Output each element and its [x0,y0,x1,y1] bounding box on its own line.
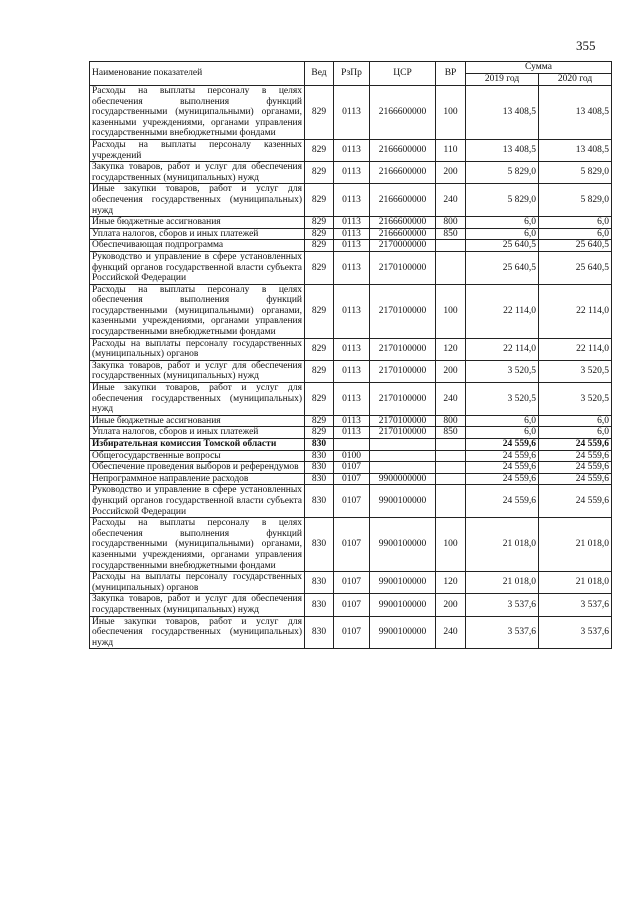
header-vr: ВР [436,62,466,86]
cell-ved: 829 [305,427,334,439]
cell-rzpr: 0113 [334,184,370,217]
cell-y2020: 21 018,0 [539,518,612,572]
cell-rzpr: 0107 [334,473,370,485]
cell-vr: 240 [436,383,466,416]
cell-ved: 829 [305,360,334,382]
cell-name: Непрограммное направление расходов [90,473,305,485]
table-row [90,462,612,474]
cell-ved: 830 [305,439,334,451]
cell-y2020: 5 829,0 [539,184,612,217]
cell-y2019: 25 640,5 [466,251,539,284]
table-row [90,439,612,451]
cell-y2019: 6,0 [466,228,539,240]
header-csr: ЦСР [370,62,436,86]
cell-rzpr: 0113 [334,228,370,240]
cell-name: Закупка товаров, работ и услуг для обеспечения государственных (муниципальных) нужд [90,594,305,616]
cell-y2019: 24 559,6 [466,439,539,451]
cell-rzpr: 0113 [334,427,370,439]
cell-y2020: 24 559,6 [539,450,612,462]
cell-y2020: 3 520,5 [539,360,612,382]
cell-rzpr: 0107 [334,518,370,572]
cell-rzpr: 0113 [334,383,370,416]
cell-vr: 110 [436,139,466,161]
cell-y2020: 6,0 [539,427,612,439]
cell-csr: 9900100000 [370,572,436,594]
cell-name: Обеспечивающая подпрограмма [90,240,305,252]
table-row [90,450,612,462]
cell-ved: 830 [305,594,334,616]
cell-vr: 200 [436,360,466,382]
cell-ved: 829 [305,415,334,427]
cell-name: Иные закупки товаров, работ и услуг для обеспечения государственных (муниципальных) нужд [90,184,305,217]
cell-csr: 2170100000 [370,427,436,439]
cell-csr: 2170100000 [370,415,436,427]
cell-name: Расходы на выплаты персоналу в целях обеспечения выполнения функций государственными (муниципальными) органами, казенными учреждениями, органами управления государственными внебюджетными фондами [90,284,305,338]
cell-name: Избирательная комиссия Томской области [90,439,305,451]
cell-csr: 2166600000 [370,139,436,161]
cell-rzpr: 0113 [334,415,370,427]
cell-ved: 829 [305,86,334,140]
cell-y2020: 5 829,0 [539,162,612,184]
cell-y2019: 6,0 [466,217,539,229]
table-row [90,139,612,161]
cell-csr: 2170100000 [370,251,436,284]
cell-name: Иные закупки товаров, работ и услуг для обеспечения государственных (муниципальных) нужд [90,616,305,649]
cell-y2019: 5 829,0 [466,184,539,217]
cell-ved: 830 [305,572,334,594]
cell-vr: 120 [436,338,466,360]
cell-y2020: 3 537,6 [539,594,612,616]
cell-rzpr: 0113 [334,139,370,161]
table-row [90,518,612,572]
table-row [90,427,612,439]
page-number: 355 [576,38,596,53]
cell-csr: 9900100000 [370,518,436,572]
cell-y2019: 21 018,0 [466,572,539,594]
cell-rzpr: 0100 [334,450,370,462]
header-sum: Сумма [466,62,612,74]
table-body [90,86,612,649]
cell-name: Иные закупки товаров, работ и услуг для обеспечения государственных (муниципальных) нужд [90,383,305,416]
cell-rzpr: 0107 [334,616,370,649]
cell-vr: 100 [436,284,466,338]
cell-name: Руководство и управление в сфере установленных функций органов государственной власти субъекта Российской Федерации [90,251,305,284]
cell-ved: 830 [305,616,334,649]
header-ved: Вед [305,62,334,86]
cell-ved: 829 [305,184,334,217]
table-row [90,86,612,140]
cell-vr [436,485,466,518]
cell-vr: 800 [436,415,466,427]
cell-y2019: 3 537,6 [466,594,539,616]
cell-vr: 120 [436,572,466,594]
cell-name: Расходы на выплаты персоналу казенных учреждений [90,139,305,161]
cell-vr [436,450,466,462]
cell-y2020: 6,0 [539,228,612,240]
cell-y2019: 24 559,6 [466,473,539,485]
cell-name: Иные бюджетные ассигнования [90,217,305,229]
cell-name: Уплата налогов, сборов и иных платежей [90,228,305,240]
cell-y2019: 24 559,6 [466,462,539,474]
cell-y2019: 25 640,5 [466,240,539,252]
cell-rzpr [334,439,370,451]
cell-ved: 829 [305,162,334,184]
cell-vr: 100 [436,518,466,572]
cell-name: Закупка товаров, работ и услуг для обеспечения государственных (муниципальных) нужд [90,162,305,184]
cell-ved: 829 [305,240,334,252]
cell-name: Расходы на выплаты персоналу в целях обеспечения выполнения функций государственными (муниципальными) органами, казенными учреждениями, органами управления государственными внебюджетными фондами [90,518,305,572]
table-row [90,473,612,485]
cell-vr: 850 [436,228,466,240]
cell-vr [436,462,466,474]
cell-vr: 200 [436,594,466,616]
cell-rzpr: 0113 [334,251,370,284]
cell-y2019: 6,0 [466,415,539,427]
cell-y2020: 24 559,6 [539,485,612,518]
cell-rzpr: 0113 [334,360,370,382]
cell-y2020: 25 640,5 [539,251,612,284]
cell-y2020: 6,0 [539,415,612,427]
cell-rzpr: 0113 [334,284,370,338]
cell-vr [436,473,466,485]
table-row [90,594,612,616]
cell-csr: 2170100000 [370,338,436,360]
cell-y2020: 25 640,5 [539,240,612,252]
cell-rzpr: 0113 [334,338,370,360]
cell-name: Закупка товаров, работ и услуг для обеспечения государственных (муниципальных) нужд [90,360,305,382]
cell-name: Общегосударственные вопросы [90,450,305,462]
cell-name: Расходы на выплаты персоналу в целях обеспечения выполнения функций государственными (муниципальными) органами, казенными учреждениями, органами управления государственными внебюджетными фондами [90,86,305,140]
cell-name: Обеспечение проведения выборов и референдумов [90,462,305,474]
cell-y2020: 22 114,0 [539,284,612,338]
cell-y2019: 3 520,5 [466,383,539,416]
cell-csr [370,462,436,474]
cell-csr [370,450,436,462]
cell-ved: 830 [305,485,334,518]
cell-y2019: 22 114,0 [466,284,539,338]
cell-y2019: 3 537,6 [466,616,539,649]
cell-rzpr: 0107 [334,462,370,474]
cell-y2019: 21 018,0 [466,518,539,572]
cell-y2020: 13 408,5 [539,86,612,140]
cell-y2019: 13 408,5 [466,139,539,161]
cell-y2020: 22 114,0 [539,338,612,360]
cell-y2020: 24 559,6 [539,439,612,451]
table-row [90,240,612,252]
table-row [90,284,612,338]
cell-y2019: 3 520,5 [466,360,539,382]
cell-rzpr: 0113 [334,86,370,140]
cell-csr: 9900000000 [370,473,436,485]
header-name: Наименование показателей [90,62,305,86]
cell-y2020: 3 520,5 [539,383,612,416]
table-row [90,251,612,284]
cell-y2020: 21 018,0 [539,572,612,594]
cell-rzpr: 0107 [334,572,370,594]
cell-ved: 830 [305,462,334,474]
cell-csr: 2166600000 [370,162,436,184]
cell-y2020: 6,0 [539,217,612,229]
cell-ved: 829 [305,217,334,229]
cell-rzpr: 0113 [334,240,370,252]
cell-vr [436,439,466,451]
cell-name: Руководство и управление в сфере установленных функций органов государственной власти субъекта Российской Федерации [90,485,305,518]
cell-y2019: 22 114,0 [466,338,539,360]
cell-vr [436,251,466,284]
cell-y2020: 24 559,6 [539,473,612,485]
cell-y2019: 24 559,6 [466,450,539,462]
table-row [90,572,612,594]
header-rzpr: РзПр [334,62,370,86]
table-row [90,184,612,217]
cell-ved: 830 [305,450,334,462]
cell-csr: 9900100000 [370,485,436,518]
cell-rzpr: 0107 [334,594,370,616]
table-row [90,228,612,240]
cell-y2020: 13 408,5 [539,139,612,161]
cell-ved: 829 [305,284,334,338]
table-row [90,162,612,184]
cell-csr: 2166600000 [370,184,436,217]
header-2019: 2019 год [466,74,539,86]
cell-ved: 829 [305,338,334,360]
header-2020: 2020 год [539,74,612,86]
cell-vr: 850 [436,427,466,439]
table-row [90,616,612,649]
cell-csr: 9900100000 [370,616,436,649]
cell-ved: 829 [305,383,334,416]
table-row [90,415,612,427]
cell-rzpr: 0113 [334,217,370,229]
cell-vr: 240 [436,616,466,649]
table-row [90,338,612,360]
cell-csr: 2170100000 [370,284,436,338]
cell-vr: 100 [436,86,466,140]
table-header [90,62,612,86]
table-row [90,217,612,229]
cell-ved: 829 [305,251,334,284]
cell-ved: 830 [305,473,334,485]
cell-y2019: 13 408,5 [466,86,539,140]
cell-csr [370,439,436,451]
cell-y2020: 3 537,6 [539,616,612,649]
table-row [90,360,612,382]
cell-csr: 2166600000 [370,86,436,140]
cell-rzpr: 0113 [334,162,370,184]
cell-y2019: 24 559,6 [466,485,539,518]
cell-y2019: 6,0 [466,427,539,439]
cell-ved: 829 [305,228,334,240]
cell-name: Расходы на выплаты персоналу государственных (муниципальных) органов [90,572,305,594]
cell-csr: 2170100000 [370,360,436,382]
cell-y2019: 5 829,0 [466,162,539,184]
cell-csr: 2166600000 [370,217,436,229]
cell-name: Расходы на выплаты персоналу государственных (муниципальных) органов [90,338,305,360]
cell-ved: 830 [305,518,334,572]
cell-y2020: 24 559,6 [539,462,612,474]
cell-vr [436,240,466,252]
cell-name: Иные бюджетные ассигнования [90,415,305,427]
cell-csr: 2166600000 [370,228,436,240]
cell-csr: 9900100000 [370,594,436,616]
cell-vr: 200 [436,162,466,184]
cell-ved: 829 [305,139,334,161]
cell-csr: 2170100000 [370,383,436,416]
table-row [90,485,612,518]
budget-table [89,61,612,649]
cell-name: Уплата налогов, сборов и иных платежей [90,427,305,439]
cell-rzpr: 0107 [334,485,370,518]
cell-vr: 800 [436,217,466,229]
cell-vr: 240 [436,184,466,217]
cell-csr: 2170000000 [370,240,436,252]
table-row [90,383,612,416]
